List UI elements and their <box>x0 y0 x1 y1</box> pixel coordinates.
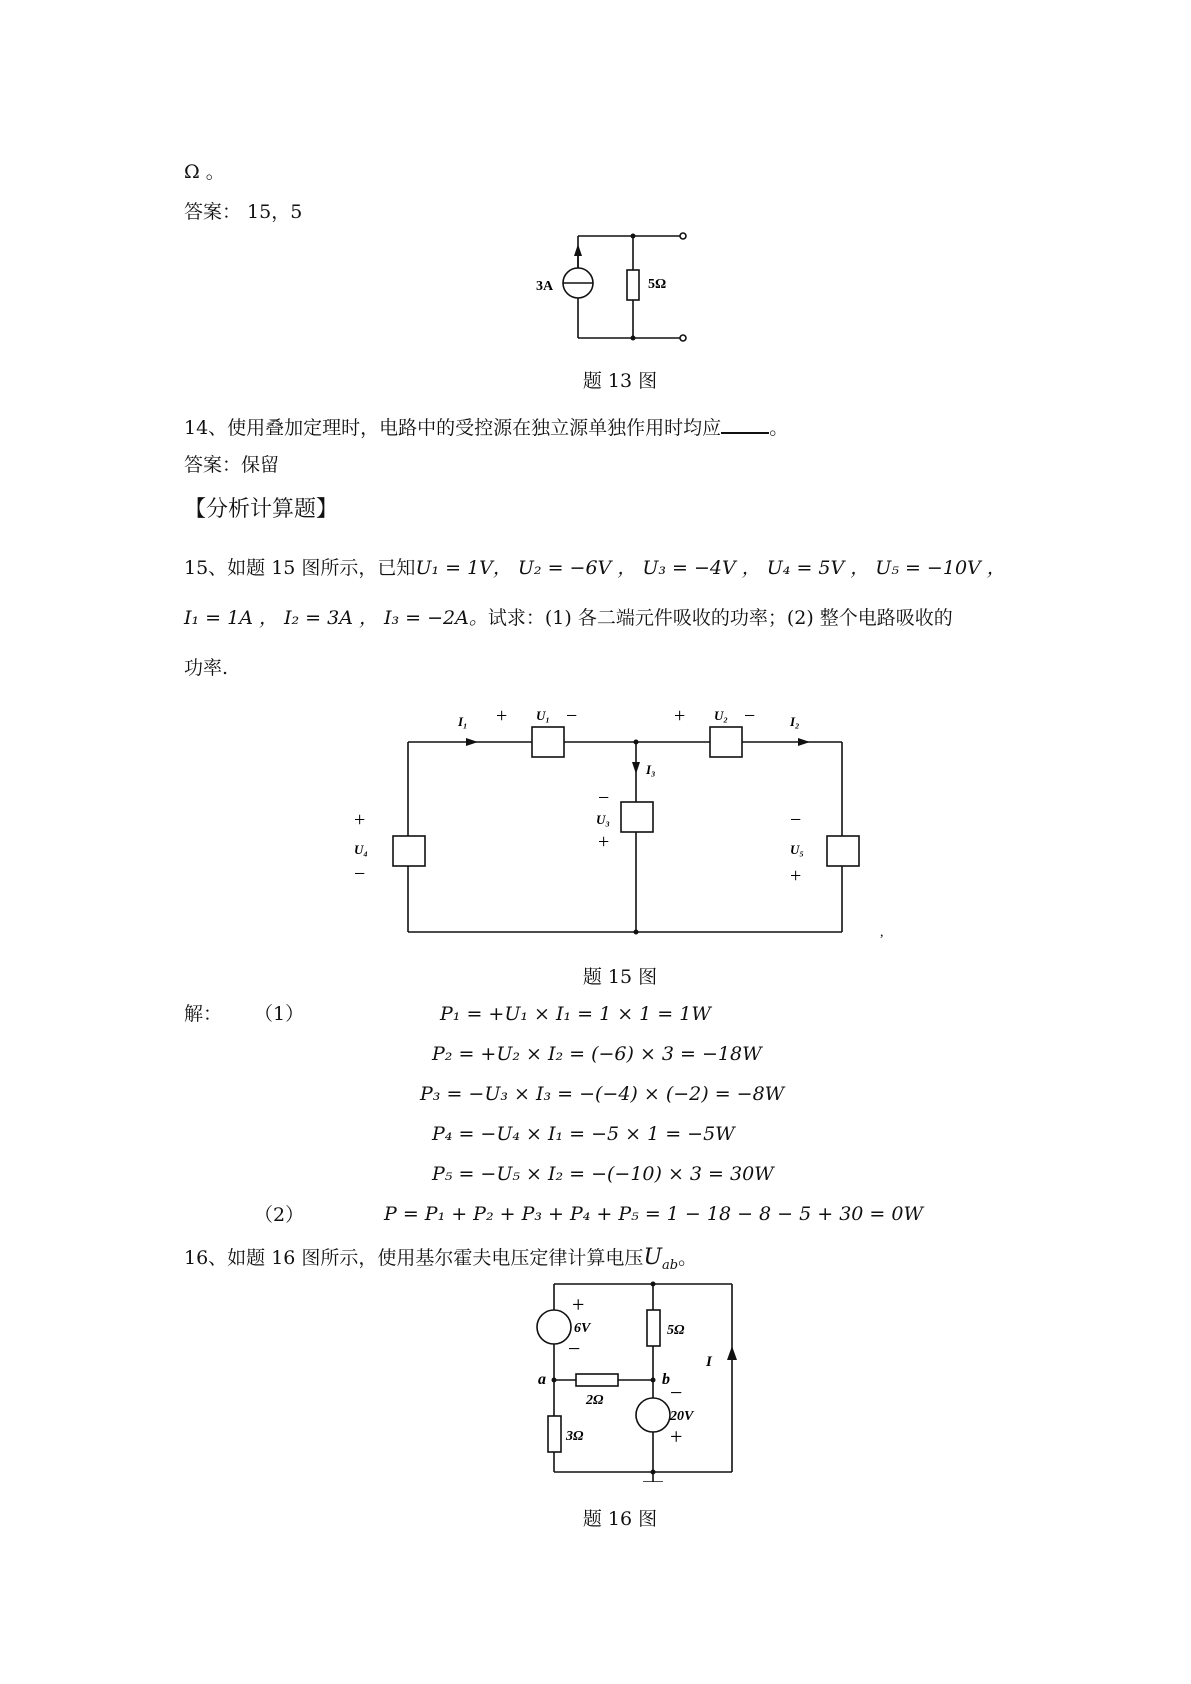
node-a-label: a <box>538 1371 546 1388</box>
question-16 <box>184 1246 697 1278</box>
label-5ohm: 5Ω <box>667 1323 685 1338</box>
question-15-prefix: 15、如题 15 图所示，已知 <box>184 557 416 579</box>
solution-part2-label: （2） <box>254 1204 305 1226</box>
question-15-givens-1: U₁ = 1V， U₂ = −6V ， U₃ = −4V ， U₄ = 5V ， U₅ = −10V ， <box>415 557 1006 579</box>
question-15-task: 试求：(1) 各二端元件吸收的功率；(2) 整个电路吸收的 <box>487 607 953 629</box>
u4-minus-sign: − <box>354 863 366 885</box>
equation-p2: P₂ = +U₂ × I₂ = (−6) × 3 = −18W <box>432 1043 762 1065</box>
label-current-i: I <box>706 1354 712 1370</box>
figure-16-caption: 题 16 图 <box>582 1508 658 1530</box>
u2-plus-sign: + <box>674 705 686 727</box>
equation-total-power: P = P₁ + P₂ + P₃ + P₄ + P₅ = 1 − 18 − 8 − 5 + 30 = 0W <box>384 1203 924 1225</box>
u3-minus-sign: − <box>598 787 610 809</box>
question-15-line2 <box>184 606 953 630</box>
figure-13-caption: 题 13 图 <box>582 370 658 392</box>
stray-comma: , <box>880 925 884 940</box>
question-16-text: 16、如题 16 图所示，使用基尔霍夫电压定律计算电压 <box>184 1247 644 1269</box>
question-16-var: U <box>643 1245 662 1270</box>
question-16-sub: ab <box>661 1257 679 1273</box>
v20-plus-sign: + <box>670 1424 683 1449</box>
v6-minus-sign: − <box>568 1336 581 1361</box>
label-u1: U₁ <box>536 708 550 723</box>
v20-minus-sign: − <box>670 1380 683 1405</box>
u2-minus-sign: − <box>744 705 756 727</box>
question-16-end: 。 <box>678 1247 698 1269</box>
label-i3: I₃ <box>646 762 656 777</box>
section-heading: 【分析计算题】 <box>184 497 339 522</box>
solution-part1-label: （1） <box>254 1003 305 1025</box>
figure-13-circuit <box>520 228 700 348</box>
omega-fragment: Ω 。 <box>184 161 225 183</box>
answer-14: 答案：保留 <box>184 454 280 476</box>
fig13-resistor-label: 5Ω <box>648 277 667 292</box>
equation-p1: P₁ = +U₁ × I₁ = 1 × 1 = 1W <box>440 1003 711 1025</box>
question-15-givens-2: I₁ = 1A ， I₂ = 3A ， I₃ = −2A。 <box>184 607 488 629</box>
question-14-end: 。 <box>769 417 789 439</box>
figure-16-circuit <box>520 1276 740 1482</box>
equation-p3: P₃ = −U₃ × I₃ = −(−4) × (−2) = −8W <box>420 1083 785 1105</box>
fig13-source-label: 3A <box>536 279 554 294</box>
question-15-line1 <box>184 556 1006 580</box>
label-2ohm: 2Ω <box>586 1393 604 1408</box>
solution-label: 解： <box>184 1003 223 1025</box>
label-i2: I₂ <box>790 714 800 729</box>
u3-plus-sign: + <box>598 831 610 853</box>
label-6v: 6V <box>574 1321 591 1336</box>
label-u2: U₂ <box>714 708 728 723</box>
answer-blank <box>721 414 769 434</box>
label-i1: I₁ <box>458 714 468 729</box>
figure-15-caption: 题 15 图 <box>582 966 658 988</box>
equation-p4: P₄ = −U₄ × I₁ = −5 × 1 = −5W <box>432 1123 735 1145</box>
question-15-line3: 功率. <box>184 657 229 679</box>
label-u3: U₃ <box>596 812 610 827</box>
question-14 <box>184 414 788 440</box>
label-20v: 20V <box>670 1409 694 1424</box>
u4-plus-sign: + <box>354 809 366 831</box>
u5-plus-sign: + <box>790 865 802 887</box>
answer-13: 答案： 15，5 <box>184 201 303 223</box>
u5-minus-sign: − <box>790 809 802 831</box>
v6-plus-sign: + <box>572 1292 585 1317</box>
node-b-label: b <box>662 1371 670 1388</box>
u1-plus-sign: + <box>496 705 508 727</box>
equation-p5: P₅ = −U₅ × I₂ = −(−10) × 3 = 30W <box>432 1163 774 1185</box>
u1-minus-sign: − <box>566 705 578 727</box>
question-14-text: 14、使用叠加定理时，电路中的受控源在独立源单独作用时均应 <box>184 417 722 439</box>
label-u5: U₅ <box>790 842 804 857</box>
label-3ohm: 3Ω <box>566 1429 584 1444</box>
label-u4: U₄ <box>354 842 368 857</box>
figure-15-circuit <box>350 696 910 946</box>
